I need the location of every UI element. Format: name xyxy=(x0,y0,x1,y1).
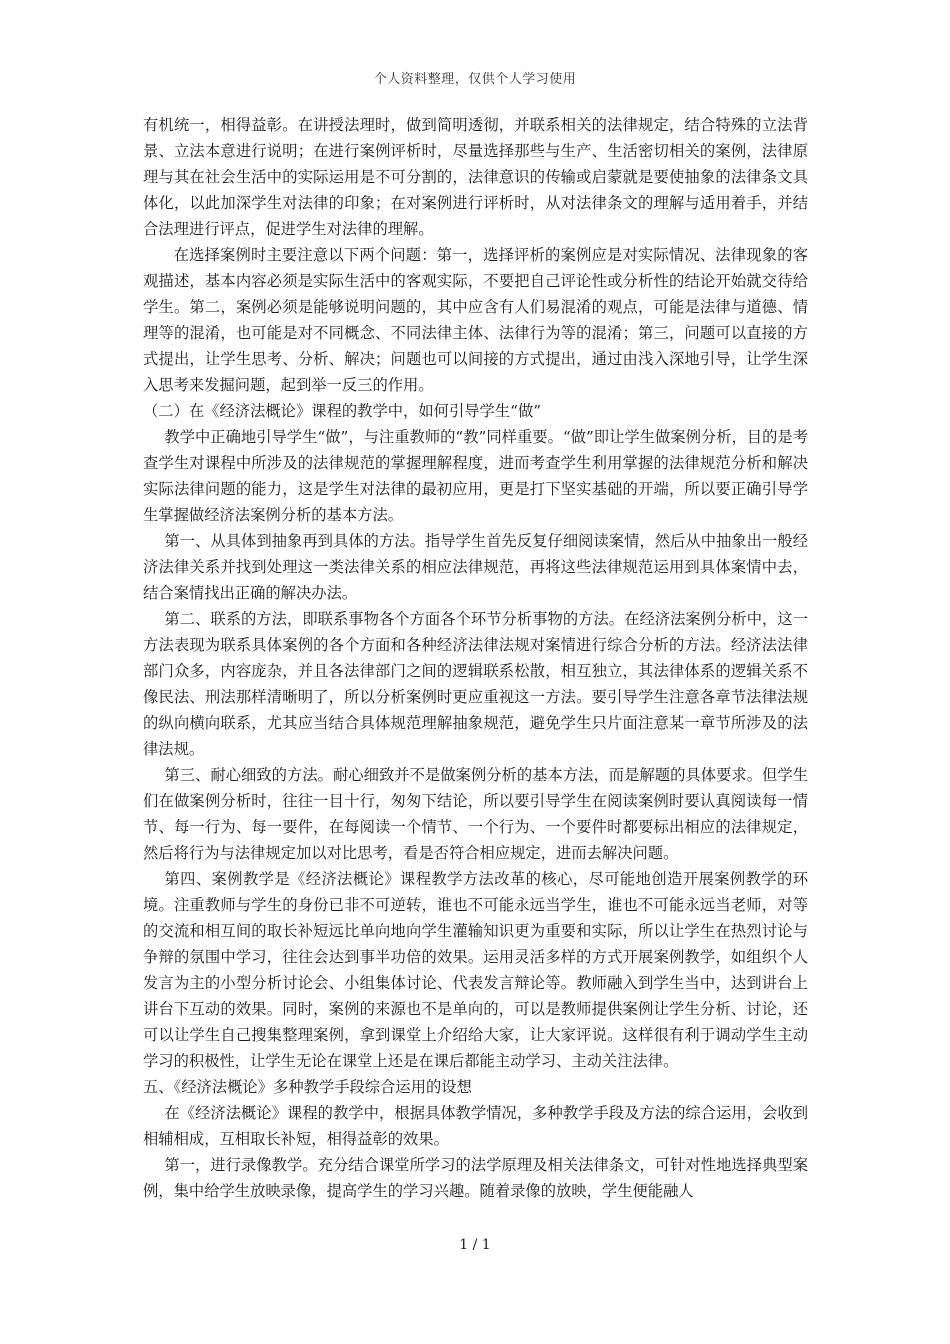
paragraph-6: 第三、耐心细致的方法。耐心细致并不是做案例分析的基本方法，而是解题的具体要求。但学生们在做案例分析时，往往一目十行，匆匆下结论，所以要引导学生在阅读案例时要认真阅读每一情节、每一行为、每一要件，在每阅读一个情节、一个行为、一个要件时都要标出相应的法律规定，然后将行为与法律规定加以对比思考，看是否符合相应规定，进而去解决问题。 xyxy=(143,766,808,862)
paragraph-4: 第一、从具体到抽象再到具体的方法。指导学生首先反复仔细阅读案情，然后从中抽象出一般经济法律关系并找到处理这一类法律关系的相应法律规范，再将这些法律规范运用到具体案情中去，结合案情找出正确的解决办法。 xyxy=(143,532,808,602)
paragraph-5: 第二、联系的方法，即联系事物各个方面各个环节分析事物的方法。在经济法案例分析中，这一方法表现为联系具体案例的各个方面和各种经济法律法规对案情进行综合分析的方法。经济法法律部门众多，内容庞杂，并且各法律部门之间的逻辑联系松散，相互独立，其法律体系的逻辑关系不像民法、刑法那样清晰明了，所以分析案例时更应重视这一方法。要引导学生注意各章节法律法规的纵向横向联系，尤其应当结合具体规范理解抽象规范，避免学生只片面注意某一章节所涉及的法律法规。 xyxy=(143,610,808,758)
document-body xyxy=(143,112,808,1204)
paragraph-9: 第一，进行录像教学。充分结合课堂所学习的法学原理及相关法律条文，可针对性地选择典型案例，集中给学生放映录像，提高学生的学习兴趣。随着录像的放映，学生便能融人 xyxy=(143,1156,808,1200)
page-number: 1 / 1 xyxy=(459,1237,491,1253)
paragraph-8: 在《经济法概论》课程的教学中，根据具体教学情况，多种教学手段及方法的综合运用，会收到相辅相成，互相取长补短，相得益彰的效果。 xyxy=(143,1104,808,1148)
paragraph-2: 在选择案例时主要注意以下两个问题：第一，选择评析的案例应是对实际情况、法律现象的客观描述，基本内容必须是实际生活中的客观实际，不要把自己评论性或分析性的结论开始就交待给学生。第二，案例必须是能够说明问题的，其中应含有人们易混淆的观点，可能是法律与道德、情理等的混淆，也可能是对不同概念、不同法律主体、法律行为等的混淆；第三，问题可以直接的方式提出，让学生思考、分析、解决；问题也可以间接的方式提出，通过由浅入深地引导，让学生深入思考来发掘问题，起到举一反三的作用。 xyxy=(143,246,808,394)
paragraph-7: 第四、案例教学是《经济法概论》课程教学方法改革的核心，尽可能地创造开展案例教学的环境。注重教师与学生的身份已非不可逆转，谁也不可能永远当学生，谁也不可能永远当老师，对等的交流和相互间的取长补短远比单向地向学生灌输知识更为重要和实际，所以让学生在热烈讨论与争辩的氛围中学习，往往会达到事半功倍的效果。运用灵活多样的方式开展案例教学，如组织个人发言为主的小型分析讨论会、小组集体讨论、代表发言辩论等。教师融入到学生当中，达到讲台上讲台下互动的效果。同时，案例的来源也不是单向的，可以是教师提供案例让学生分析、讨论，还可以让学生自己搜集整理案例，拿到课堂上介绍给大家，让大家评说。这样很有利于调动学生主动学习的积极性，让学生无论在课堂上还是在课后都能主动学习、主动关注法律。 xyxy=(143,870,808,1070)
section-heading-2: （二）在《经济法概论》课程的教学中，如何引导学生“做” xyxy=(143,402,542,420)
section-heading-5: 五、《经济法概论》多种教学手段综合运用的设想 xyxy=(143,1078,472,1096)
paragraph-1: 有机统一，相得益彰。在讲授法理时，做到简明透彻，并联系相关的法律规定，结合特殊的立法背景、立法本意进行说明；在进行案例评析时，尽量选择那些与生产、生活密切相关的案例，法律原理与其在社会生活中的实际运用是不可分割的，法律意识的传输或启蒙就是要使抽象的法律条文具体化，以此加深学生对法律的印象；在对案例进行评析时，从对法律条文的理解与适用着手，并结合法理进行评点，促进学生对法律的理解。 xyxy=(143,116,808,238)
paragraph-3: 教学中正确地引导学生“做”，与注重教师的“教”同样重要。“做”即让学生做案例分析，目的是考查学生对课程中所涉及的法律规范的掌握理解程度，进而考查学生利用掌握的法律规范分析和解决实际法律问题的能力，这是学生对法律的最初应用，更是打下坚实基础的开端，所以要正确引导学生掌握做经济法案例分析的基本方法。 xyxy=(143,428,808,524)
page-header: 个人资料整理，仅供个人学习使用 xyxy=(373,72,577,87)
